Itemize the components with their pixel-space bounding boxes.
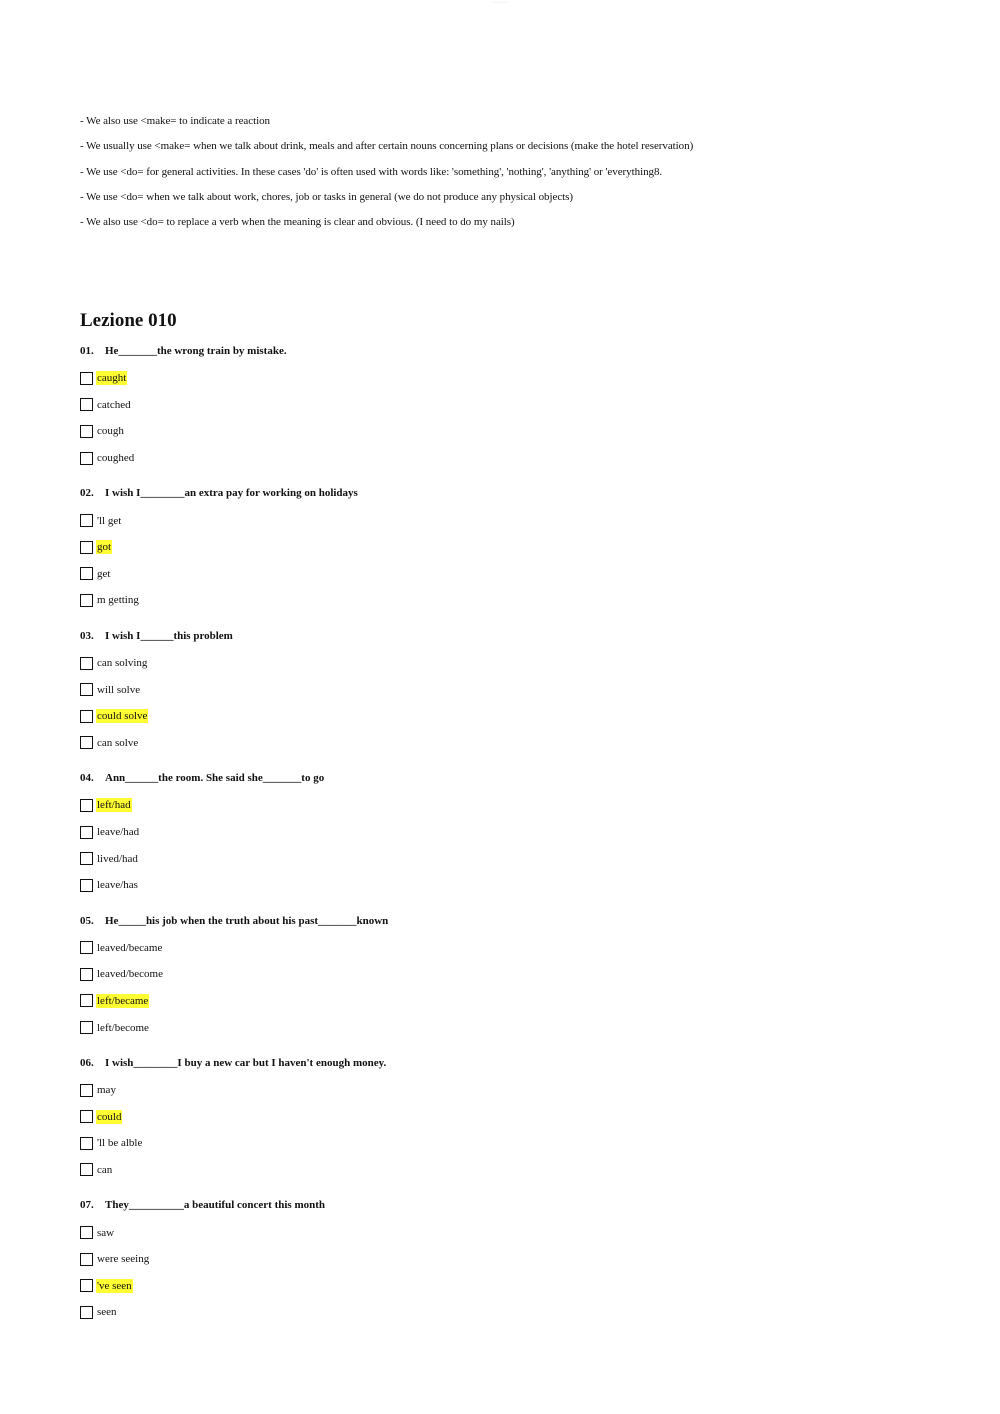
question-prompt: I wish I________an extra pay for working on holidays: [105, 487, 358, 500]
answer-option[interactable]: [80, 561, 960, 588]
note-line: - We use <do= for general activities. In these cases 'do' is often used with words like: 'something', 'nothing', 'anything' or 'everything8.: [80, 165, 663, 178]
answer-option[interactable]: [80, 1272, 960, 1299]
answer-checkbox[interactable]: [80, 1163, 93, 1176]
answer-option[interactable]: [80, 1130, 960, 1157]
answer-option[interactable]: [80, 1246, 960, 1273]
answer-label: catched: [97, 398, 131, 411]
answer-checkbox[interactable]: [80, 852, 93, 865]
answer-label: can: [97, 1163, 113, 1176]
answer-checkbox[interactable]: [80, 1021, 93, 1034]
answer-checkbox[interactable]: [80, 425, 93, 438]
answer-checkbox[interactable]: [80, 1084, 93, 1097]
answer-option[interactable]: [80, 872, 960, 899]
question-number: 04.: [80, 772, 94, 785]
answer-checkbox[interactable]: [80, 1226, 93, 1239]
answer-checkbox[interactable]: [80, 968, 93, 981]
page-header-mark: ·· ·· ·· ·· ··: [491, 0, 509, 5]
notes-section: [80, 109, 960, 235]
answer-label: m getting: [97, 594, 139, 607]
answer-label: can solve: [97, 736, 139, 749]
answer-checkbox[interactable]: [80, 514, 93, 527]
question-number: 06.: [80, 1056, 94, 1069]
answer-checkbox[interactable]: [80, 567, 93, 580]
answer-label: saw: [97, 1226, 115, 1239]
question-number: 01.: [80, 345, 94, 357]
answer-checkbox[interactable]: [80, 1110, 93, 1123]
answer-checkbox[interactable]: [80, 398, 93, 411]
answer-option[interactable]: [80, 845, 960, 872]
answer-checkbox[interactable]: [80, 941, 93, 954]
answer-checkbox[interactable]: [80, 657, 93, 670]
answer-label: leaved/become: [97, 968, 163, 981]
answer-label: 'll be alble: [97, 1137, 143, 1150]
lesson-title: Lezione 010: [80, 310, 177, 331]
answer-label-highlighted: 've seen: [97, 1279, 132, 1292]
answer-option[interactable]: [80, 445, 960, 472]
answer-option[interactable]: [80, 1219, 960, 1246]
answer-checkbox[interactable]: [80, 736, 93, 749]
answer-option[interactable]: [80, 587, 960, 614]
question-text: [80, 912, 960, 930]
question-6: [80, 1054, 960, 1183]
question-text: [80, 769, 960, 787]
answer-option[interactable]: [80, 792, 960, 819]
answer-option[interactable]: [80, 819, 960, 846]
answer-checkbox[interactable]: [80, 994, 93, 1007]
answer-label: seen: [97, 1306, 117, 1319]
answer-label-highlighted: could solve: [97, 710, 148, 723]
question-number: 02.: [80, 487, 94, 500]
question-text: [80, 627, 960, 645]
answer-label: coughed: [97, 452, 135, 465]
answer-checkbox[interactable]: [80, 710, 93, 723]
question-prompt: He_____his job when the truth about his past_______known: [105, 914, 389, 927]
question-prompt: I wish I______this problem: [105, 629, 233, 642]
question-prompt: They__________a beautiful concert this month: [105, 1199, 325, 1212]
answer-option[interactable]: [80, 1077, 960, 1104]
answer-option[interactable]: [80, 730, 960, 757]
answer-label: leave/has: [97, 879, 138, 892]
question-text: [80, 342, 960, 360]
answer-label: will solve: [97, 683, 141, 696]
question-2: [80, 484, 960, 613]
question-prompt: I wish________I buy a new car but I haven't enough money.: [105, 1056, 387, 1069]
answer-option[interactable]: [80, 418, 960, 445]
answer-option[interactable]: [80, 703, 960, 730]
question-number: 05.: [80, 914, 94, 927]
answer-option[interactable]: [80, 534, 960, 561]
answer-label-highlighted: caught: [97, 372, 127, 385]
answer-checkbox[interactable]: [80, 1137, 93, 1150]
answer-option[interactable]: [80, 392, 960, 419]
question-number: 07.: [80, 1199, 94, 1212]
question-3: [80, 627, 960, 756]
answer-checkbox[interactable]: [80, 1279, 93, 1292]
answer-checkbox[interactable]: [80, 594, 93, 607]
answer-label: left/become: [97, 1021, 149, 1034]
answer-option[interactable]: [80, 507, 960, 534]
question-list: [80, 342, 960, 1326]
answer-checkbox[interactable]: [80, 372, 93, 385]
answer-label-highlighted: left/had: [97, 799, 131, 812]
answer-option[interactable]: [80, 1157, 960, 1184]
answer-label-highlighted: left/became: [97, 994, 149, 1007]
answer-label: leave/had: [97, 826, 140, 839]
question-number: 03.: [80, 629, 94, 642]
note-line: - We also use <make= to indicate a reaction: [80, 115, 270, 127]
answer-checkbox[interactable]: [80, 541, 93, 554]
question-5: [80, 912, 960, 1041]
answer-label: may: [97, 1084, 116, 1097]
note-line: - We usually use <make= when we talk about drink, meals and after certain nouns concerning plans or decisions (make the hotel reservation): [80, 140, 694, 153]
answer-checkbox[interactable]: [80, 1253, 93, 1266]
question-7: [80, 1196, 960, 1325]
answer-checkbox[interactable]: [80, 452, 93, 465]
answer-option[interactable]: [80, 935, 960, 962]
question-prompt: He_______the wrong train by mistake.: [105, 345, 287, 357]
answer-option[interactable]: [80, 1103, 960, 1130]
question-text: [80, 1054, 960, 1072]
answer-option[interactable]: [80, 650, 960, 677]
answer-label: were seeing: [97, 1253, 150, 1266]
answer-label: get: [97, 567, 111, 580]
answer-checkbox[interactable]: [80, 826, 93, 839]
answer-option[interactable]: [80, 365, 960, 392]
answer-option[interactable]: [80, 676, 960, 703]
question-text: [80, 1196, 960, 1214]
question-4: [80, 769, 960, 898]
answer-option[interactable]: [80, 961, 960, 988]
question-text: [80, 484, 960, 502]
answer-option[interactable]: [80, 988, 960, 1015]
answer-label: leaved/became: [97, 941, 163, 954]
answer-option[interactable]: [80, 1299, 960, 1326]
note-line: - We also use <do= to replace a verb when the meaning is clear and obvious. (I need to do my nails): [80, 216, 515, 229]
question-1: [80, 342, 960, 471]
note-line: - We use <do= when we talk about work, chores, job or tasks in general (we do not produce any physical objects): [80, 190, 573, 203]
lesson-section: [80, 309, 960, 1339]
answer-checkbox[interactable]: [80, 799, 93, 812]
answer-label-highlighted: got: [97, 541, 112, 554]
answer-checkbox[interactable]: [80, 683, 93, 696]
answer-label: lived/had: [97, 852, 138, 865]
answer-checkbox[interactable]: [80, 879, 93, 892]
answer-label-highlighted: could: [97, 1110, 122, 1123]
answer-label: 'll get: [97, 514, 122, 527]
question-prompt: Ann______the room. She said she_______to go: [105, 772, 325, 785]
answer-label: cough: [97, 425, 124, 438]
answer-option[interactable]: [80, 1014, 960, 1041]
answer-checkbox[interactable]: [80, 1306, 93, 1319]
answer-label: can solving: [97, 657, 148, 670]
